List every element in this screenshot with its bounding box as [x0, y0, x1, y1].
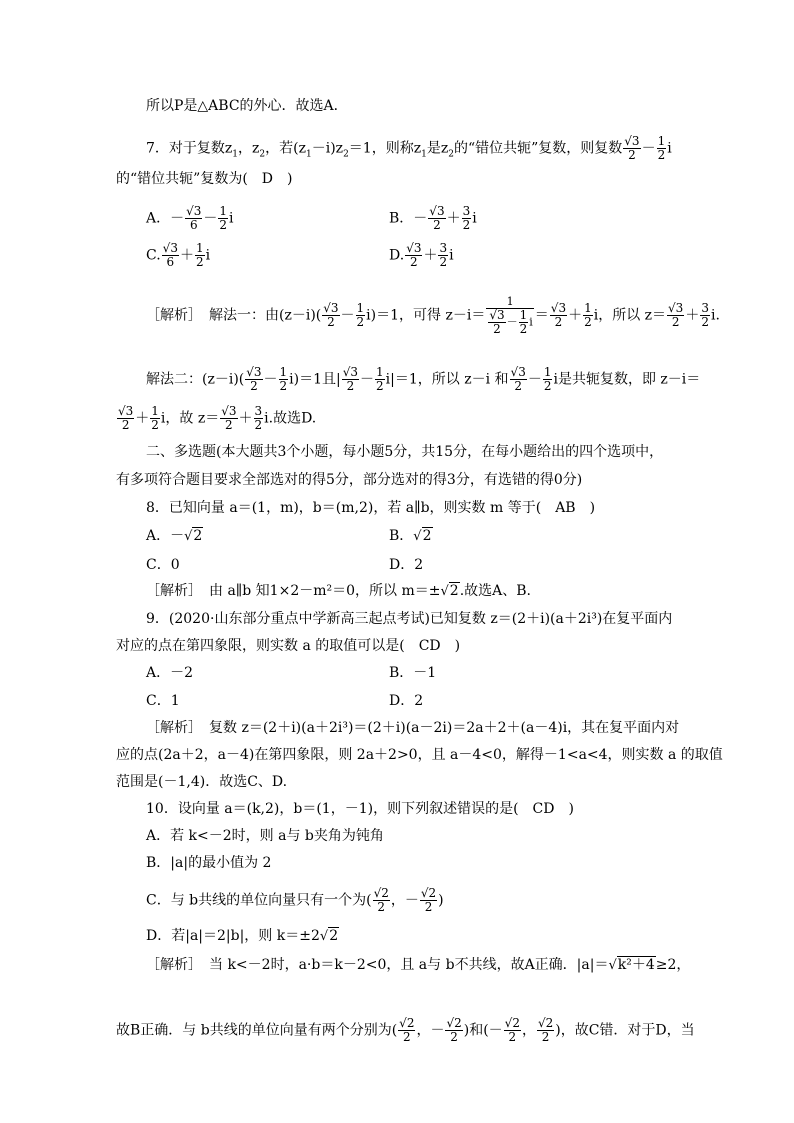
denominator: 2	[628, 148, 636, 162]
q7-option-b	[389, 205, 477, 232]
numerator: 1	[356, 301, 365, 315]
fraction	[220, 405, 237, 432]
fraction	[550, 302, 567, 329]
question-9: 9．(2020·山东部分重点中学新高三起点考试)已知复数 z＝(2＋i)(a＋2i³)在复平面内	[146, 611, 673, 627]
option-label: D.	[389, 247, 405, 264]
denominator: 2	[402, 1030, 411, 1044]
denominator: 2	[376, 379, 384, 393]
fraction	[162, 242, 179, 269]
denominator: 2	[462, 218, 471, 232]
subscript: 1	[306, 149, 312, 160]
q7-option-c	[146, 242, 210, 269]
operator: ＋	[135, 410, 150, 427]
denominator: 2	[279, 379, 288, 393]
denominator: 2	[225, 418, 233, 432]
q9-analysis-cont: 应的点(2a＋2，a－4)在第四象限，则 2a＋2>0，且 a－4<0，解得－1<a<4，则实数 a 的取值	[116, 747, 723, 763]
q9-option-b: B．－1	[389, 665, 437, 681]
radicand: k²＋4	[617, 957, 655, 973]
denominator: 2	[410, 255, 418, 269]
fraction	[519, 309, 529, 336]
numerator: √3	[624, 134, 640, 148]
numerator: 1	[657, 134, 666, 148]
analysis-text: 故B正确．与 b共线的单位向量有两个分别为(	[116, 1022, 398, 1039]
radicand: 2	[329, 928, 339, 944]
q7-text: 是z	[426, 140, 449, 157]
numerator: √2	[504, 1016, 520, 1030]
option-text: ，－	[390, 892, 419, 909]
fraction	[445, 1017, 462, 1044]
operator: －	[360, 371, 375, 388]
question-9-cont: 对应的点在第四象限，则实数 a 的取值可以是( CD )	[116, 638, 461, 654]
numerator: 3	[254, 404, 263, 418]
numerator: 1	[376, 365, 384, 379]
imag-unit: i	[449, 247, 454, 264]
analysis-text: .故选A、B.	[459, 583, 532, 599]
denominator: 2	[346, 379, 355, 393]
option-label: B．－	[389, 210, 428, 227]
sqrt	[413, 527, 432, 546]
numerator: √3	[342, 365, 359, 379]
fraction	[583, 302, 593, 329]
operator: －	[641, 140, 656, 157]
subscript: 2	[343, 149, 349, 160]
denominator: 2	[195, 255, 204, 269]
denominator: 6	[166, 255, 175, 269]
numerator: √2	[446, 1016, 462, 1030]
question-7	[146, 135, 672, 163]
numerator: 3	[462, 204, 471, 218]
denominator: 2	[327, 315, 335, 329]
denominator: 2	[250, 379, 258, 393]
imag-unit: i	[553, 371, 558, 388]
analysis-text: i.故选D.	[264, 410, 317, 427]
imag-unit: i	[229, 210, 234, 227]
numerator: 1	[151, 404, 159, 418]
analysis-text: )＝1且|	[293, 371, 341, 388]
denominator: 2	[450, 1030, 458, 1044]
numerator: √3	[406, 241, 422, 255]
q9-analysis-cont: 范围是(－1,4)．故选C、D.	[116, 774, 288, 790]
q7-text: ＝1，则称z	[348, 140, 422, 157]
subscript: 2	[448, 149, 454, 160]
analysis-text: ，故 z＝	[165, 410, 220, 427]
option-text: D．若|a|＝2|b|，则 k＝±2	[146, 928, 320, 944]
fraction	[150, 405, 160, 432]
denominator: 2	[671, 315, 680, 329]
denominator: 2	[584, 315, 592, 329]
denominator: 2	[701, 315, 709, 329]
numerator: 1	[486, 295, 533, 309]
fraction	[342, 366, 359, 393]
imag-unit: i	[472, 210, 477, 227]
imag-unit: i	[593, 307, 599, 324]
fraction	[438, 242, 448, 269]
analysis-text: )＝1，可得 z－i＝	[370, 307, 486, 324]
radical-sign: √	[319, 929, 329, 944]
question-8: 8．已知向量 a＝(1，m)，b＝(m,2)，若 a∥b，则实数 m 等于( AB )	[146, 500, 596, 516]
operator: ＋	[423, 247, 438, 264]
numerator: √3	[162, 241, 178, 255]
operator: ＋	[238, 410, 253, 427]
q7-line2: 的“错位共轭”复数为( D )	[116, 171, 293, 187]
option-label: C.	[146, 247, 161, 264]
numerator: √2	[420, 886, 437, 900]
subscript: 1	[421, 149, 427, 160]
fraction	[373, 887, 390, 914]
operator: －	[203, 210, 218, 227]
q8-analysis	[146, 582, 531, 601]
sqrt	[608, 956, 655, 975]
fraction	[428, 205, 445, 232]
compound-fraction	[486, 295, 533, 336]
option-label: B．	[389, 528, 414, 544]
denominator: 2	[543, 379, 552, 393]
denominator: 2	[514, 379, 522, 393]
fraction	[657, 135, 667, 162]
numerator: 1	[584, 301, 592, 315]
q10-analysis	[146, 956, 690, 975]
denominator: 2	[356, 315, 365, 329]
operator: －	[263, 371, 278, 388]
numerator: √3	[510, 365, 526, 379]
denominator: 2	[508, 1030, 517, 1044]
q7-text: 的“错位共轭”复数，则复数	[453, 140, 623, 157]
question-10: 10．设向量 a＝(k,2)，b＝(1，－1)，则下列叙述错误的是( CD )	[146, 801, 574, 817]
analysis-text: ，所以 z＝	[598, 307, 667, 324]
denominator: 2	[439, 255, 448, 269]
imag-unit: i	[667, 140, 672, 157]
fraction	[462, 205, 472, 232]
numerator: √2	[537, 1016, 554, 1030]
numerator: √3	[186, 204, 202, 218]
numerator: √3	[489, 308, 505, 322]
analysis-text: ［解析］ 由 a∥b 知1×2－m²＝0，所以 m＝±	[146, 583, 441, 599]
imag-unit: i	[385, 371, 391, 388]
q10-option-c	[146, 887, 444, 914]
q9-option-c: C．1	[146, 693, 180, 709]
numerator: √3	[221, 404, 237, 418]
q9-option-d: D．2	[389, 693, 424, 709]
imag-unit: i	[529, 315, 533, 329]
denominator: 2	[433, 218, 441, 232]
fraction	[279, 366, 289, 393]
numerator: 1	[519, 308, 528, 322]
fraction	[322, 302, 339, 329]
q7-analysis-method-1: ［解析］ 解法一：由(z－i)( $\frac{√3}{2}$ － $\frac{1}{2}$ i)＝1，可得 z－i＝ 1 $\frac{√3}{2}$ － $\frac{1}{2}$ i ＝ $\frac{√3}{2}$ ＋ $\frac{1}{2}$ i，所以 z＝ $\frac{√3}{2}$ ＋ $\frac{3}{2}$ i.	[146, 295, 720, 336]
radical-sign: √	[413, 529, 422, 544]
denominator: 2	[219, 218, 228, 232]
sqrt	[320, 927, 339, 946]
denominator: 2	[254, 418, 263, 432]
fraction	[623, 135, 640, 162]
analysis-text: |＝1，所以 z－i 和	[390, 371, 509, 388]
q7-option-d	[389, 242, 454, 269]
q7-analysis-method-2	[146, 366, 700, 393]
option-label: A．－	[146, 210, 185, 227]
denominator: 2	[541, 1030, 550, 1044]
q10-option-b: B．|a|的最小值为 2	[146, 855, 272, 871]
q7-text: －i)z	[311, 140, 344, 157]
q7-text: 7．对于复数z	[146, 140, 233, 157]
fraction	[504, 1017, 521, 1044]
denominator: 2	[519, 322, 528, 336]
radical-sign: √	[184, 529, 193, 544]
fraction	[420, 887, 437, 914]
q10-option-d	[146, 927, 339, 946]
operator: －	[506, 315, 518, 329]
imag-unit: i	[160, 410, 166, 427]
q9-option-a: A．－2	[146, 665, 194, 681]
fraction	[405, 242, 422, 269]
denominator: 2	[424, 900, 433, 914]
numerator: √3	[323, 301, 339, 315]
imag-unit: i	[289, 371, 294, 388]
imag-unit: i	[710, 307, 716, 324]
q7-option-a	[146, 205, 234, 232]
section-2-heading-cont: 有多项符合题目要求全部选对的得5分，部分选对的得3分，有选错的得0分)	[116, 472, 583, 488]
fraction	[245, 366, 262, 393]
q8-option-b	[389, 527, 433, 546]
q10-option-a: A．若 k<－2时，则 a与 b夹角为钝角	[146, 828, 384, 844]
option-text: C．与 b共线的单位向量只有一个为(	[146, 892, 372, 909]
analysis-text: )，故C错．对于D，当	[555, 1022, 695, 1039]
denominator: 2	[121, 418, 130, 432]
denominator: 2	[657, 148, 666, 162]
operator: ＋	[568, 307, 583, 324]
analysis-text: ≥2，	[655, 957, 691, 973]
radicand: 2	[449, 583, 459, 599]
fraction	[667, 302, 684, 329]
analysis-text: ［解析］ 解法一：由(z－i)(	[146, 307, 322, 324]
denominator	[486, 309, 533, 336]
numerator: 3	[701, 301, 709, 315]
analysis-text: ［解析］ 当 k<－2时，a·b＝k－2<0，且 a与 b不共线，故A正确．|a|＝	[146, 957, 609, 973]
fraction	[375, 366, 385, 393]
operator: ＝	[534, 307, 549, 324]
q8-option-d: D．2	[389, 557, 424, 573]
denominator: 2	[377, 900, 386, 914]
numerator: √2	[399, 1016, 415, 1030]
imag-unit: i	[205, 247, 211, 264]
radical-sign: √	[440, 584, 449, 599]
numerator: 1	[195, 241, 204, 255]
radicand: 2	[193, 528, 203, 544]
numerator: √3	[550, 301, 567, 315]
fraction	[185, 205, 202, 232]
fraction	[488, 309, 505, 336]
imag-unit: i	[366, 307, 371, 324]
fraction	[510, 366, 527, 393]
sqrt	[440, 582, 459, 601]
fraction	[218, 205, 228, 232]
fraction	[543, 366, 553, 393]
numerator: √3	[429, 204, 445, 218]
q7-text: ，z	[238, 140, 260, 157]
fraction	[537, 1017, 554, 1044]
analysis-text: ，	[521, 1022, 536, 1039]
section-2-heading: 二、多选题(本大题共3个小题，每小题5分，共15分，在每小题给出的四个选项中，	[146, 444, 664, 460]
option-text: )	[438, 892, 444, 909]
sqrt	[184, 527, 203, 546]
denominator: 6	[189, 218, 198, 232]
denominator: 2	[493, 322, 501, 336]
numerator: 1	[219, 204, 228, 218]
subscript: 1	[232, 149, 239, 160]
analysis-text: 解法二：(z－i)(	[146, 371, 245, 388]
operator: ＋	[179, 247, 194, 264]
operator: －	[340, 307, 355, 324]
fraction	[700, 302, 710, 329]
analysis-text: )和(－	[463, 1022, 503, 1039]
radicand: 2	[422, 528, 432, 544]
q8-option-a	[146, 527, 203, 546]
numerator: √3	[118, 404, 134, 418]
text-line: 所以P是△ABC的外心．故选A．	[146, 98, 348, 114]
option-label: A．－	[146, 528, 185, 544]
numerator: √3	[246, 365, 262, 379]
fraction	[398, 1017, 415, 1044]
fraction	[195, 242, 205, 269]
analysis-text: 是共轭复数，即 z－i＝	[557, 371, 701, 388]
radical-sign: √	[608, 958, 617, 973]
denominator: 2	[554, 315, 563, 329]
operator: ＋	[685, 307, 700, 324]
numerator: 3	[439, 241, 448, 255]
fraction	[254, 405, 264, 432]
denominator: 2	[151, 418, 159, 432]
numerator: 1	[543, 365, 552, 379]
q9-analysis: ［解析］ 复数 z＝(2＋i)(a＋2i³)＝(2＋i)(a－2i)＝2a＋2＋(a－4)i，其在复平面内对	[146, 720, 680, 736]
q7-analysis-method-2-cont	[116, 405, 316, 432]
q8-option-c: C．0	[146, 557, 180, 573]
q10-analysis-cont	[116, 1017, 695, 1044]
fraction	[356, 302, 366, 329]
numerator: √2	[373, 886, 389, 900]
q7-text: ，若(z	[265, 140, 306, 157]
operator: ＋	[446, 210, 461, 227]
analysis-text: ，－	[416, 1022, 445, 1039]
numerator: 1	[279, 365, 288, 379]
subscript: 2	[259, 149, 266, 160]
fraction	[117, 405, 134, 432]
operator: －	[527, 371, 542, 388]
numerator: √3	[668, 301, 684, 315]
